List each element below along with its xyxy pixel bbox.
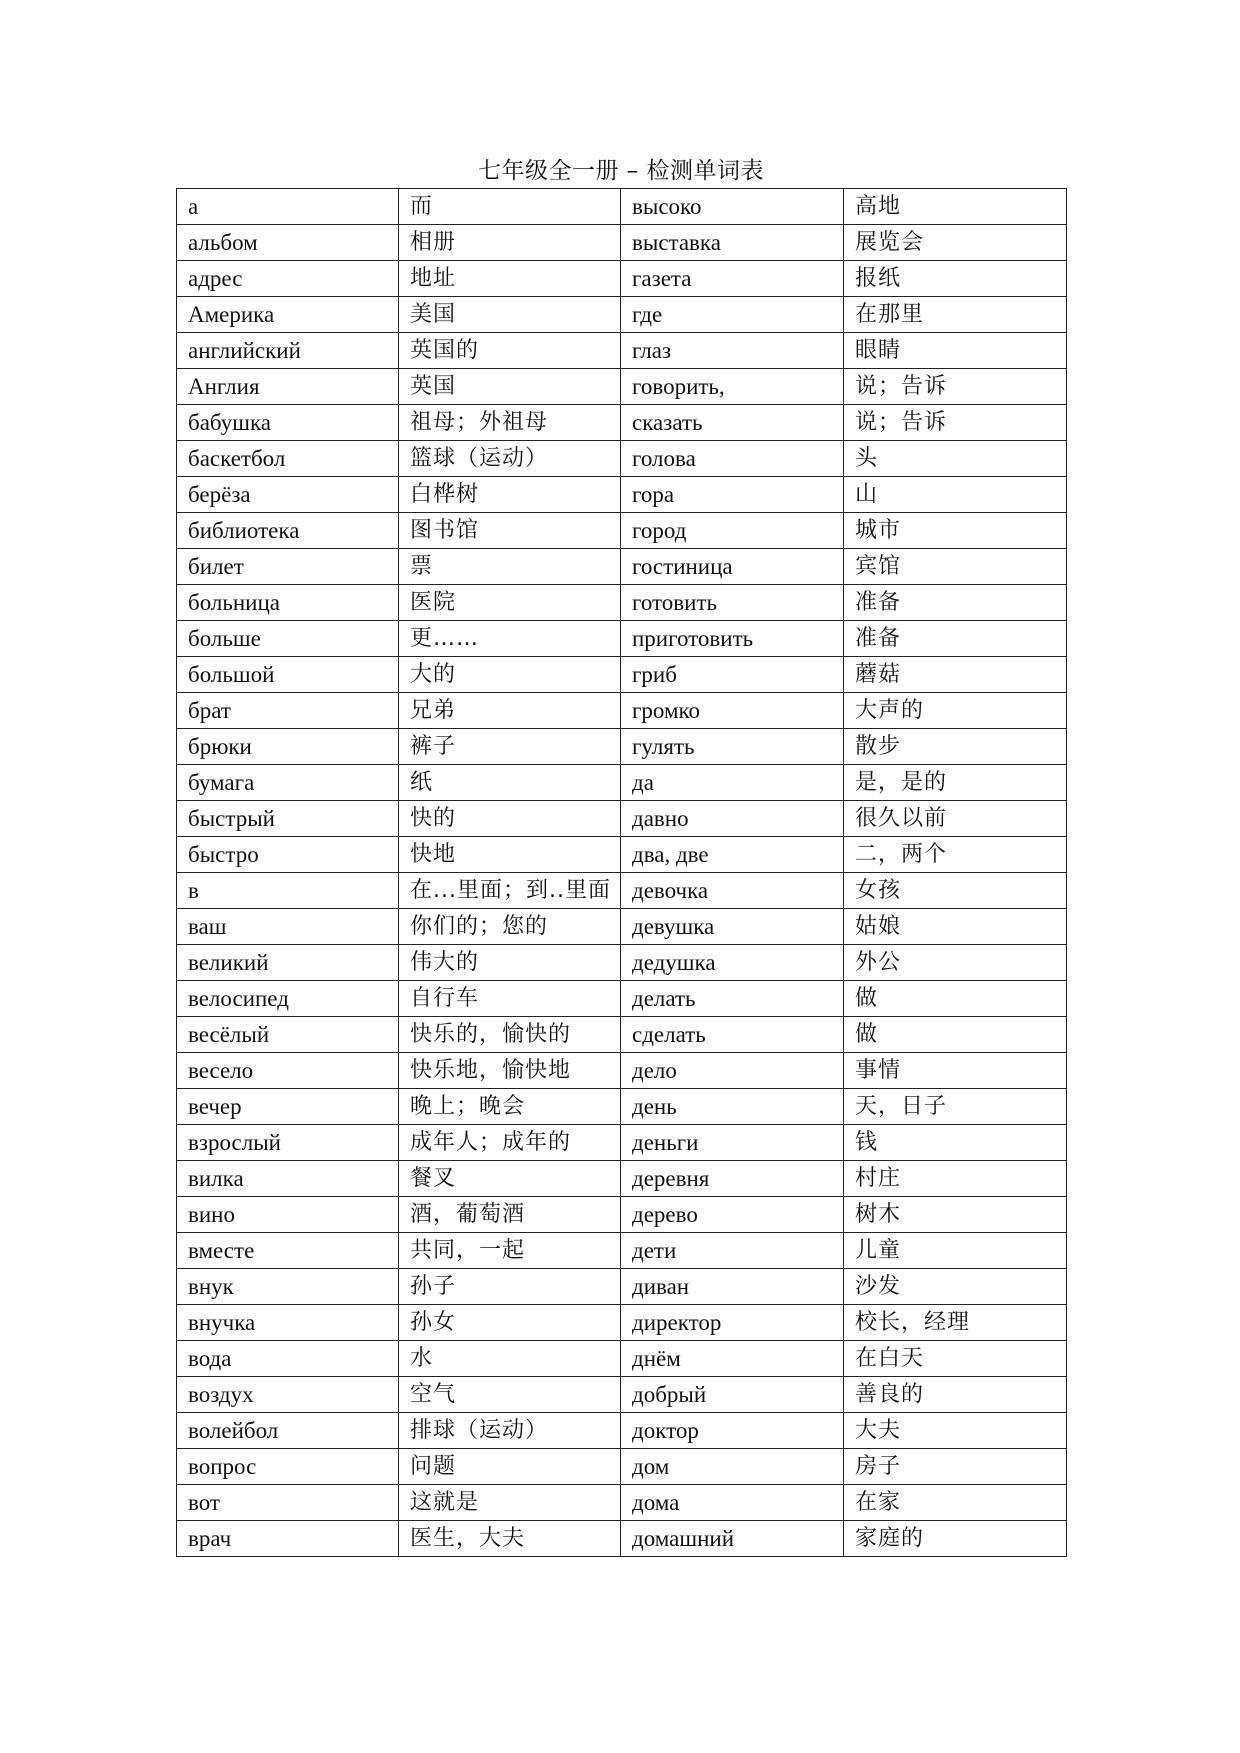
russian-word-cell: велосипед: [177, 981, 399, 1017]
chinese-meaning-cell: 在...里面；到..里面: [399, 873, 621, 909]
russian-word-cell: говорить,: [621, 369, 844, 405]
chinese-meaning-cell: 城市: [844, 513, 1067, 549]
chinese-meaning-cell: 散步: [844, 729, 1067, 765]
chinese-meaning-cell: 篮球（运动）: [399, 441, 621, 477]
russian-word-cell: брюки: [177, 729, 399, 765]
table-row: [177, 513, 1067, 549]
table-row: [177, 1197, 1067, 1233]
chinese-meaning-cell: 地址: [399, 261, 621, 297]
russian-word-cell: английский: [177, 333, 399, 369]
table-row: [177, 1485, 1067, 1521]
table-row: [177, 729, 1067, 765]
table-row: [177, 297, 1067, 333]
russian-word-cell: директор: [621, 1305, 844, 1341]
russian-word-cell: громко: [621, 693, 844, 729]
russian-word-cell: вода: [177, 1341, 399, 1377]
table-row: [177, 981, 1067, 1017]
russian-word-cell: гулять: [621, 729, 844, 765]
russian-word-cell: весёлый: [177, 1017, 399, 1053]
vocabulary-table: [176, 188, 1067, 1557]
russian-word-cell: город: [621, 513, 844, 549]
russian-word-cell: баскетбол: [177, 441, 399, 477]
chinese-meaning-cell: 更……: [399, 621, 621, 657]
chinese-meaning-cell: 孙子: [399, 1269, 621, 1305]
table-row: [177, 1053, 1067, 1089]
russian-word-cell: бумага: [177, 765, 399, 801]
chinese-meaning-cell: 空气: [399, 1377, 621, 1413]
chinese-meaning-cell: 大夫: [844, 1413, 1067, 1449]
russian-word-cell: высоко: [621, 189, 844, 225]
table-row: [177, 369, 1067, 405]
chinese-meaning-cell: 快地: [399, 837, 621, 873]
russian-word-cell: дом: [621, 1449, 844, 1485]
russian-word-cell: дети: [621, 1233, 844, 1269]
chinese-meaning-cell: 事情: [844, 1053, 1067, 1089]
table-row: [177, 837, 1067, 873]
russian-word-cell: брат: [177, 693, 399, 729]
chinese-meaning-cell: 相册: [399, 225, 621, 261]
chinese-meaning-cell: 医院: [399, 585, 621, 621]
russian-word-cell: голова: [621, 441, 844, 477]
russian-word-cell: взрослый: [177, 1125, 399, 1161]
chinese-meaning-cell: 准备: [844, 585, 1067, 621]
table-row: [177, 1413, 1067, 1449]
chinese-meaning-cell: 水: [399, 1341, 621, 1377]
chinese-meaning-cell: 孙女: [399, 1305, 621, 1341]
russian-word-cell: дерево: [621, 1197, 844, 1233]
russian-word-cell: вино: [177, 1197, 399, 1233]
russian-word-cell: деревня: [621, 1161, 844, 1197]
chinese-meaning-cell: 很久以前: [844, 801, 1067, 837]
chinese-meaning-cell: 高地: [844, 189, 1067, 225]
chinese-meaning-cell: 而: [399, 189, 621, 225]
table-row: [177, 1377, 1067, 1413]
page-title: 七年级全一册 – 检测单词表: [477, 158, 765, 184]
russian-word-cell: два, две: [621, 837, 844, 873]
table-row: [177, 1089, 1067, 1125]
table-row: [177, 333, 1067, 369]
russian-word-cell: альбом: [177, 225, 399, 261]
chinese-meaning-cell: 房子: [844, 1449, 1067, 1485]
table-row: [177, 765, 1067, 801]
russian-word-cell: газета: [621, 261, 844, 297]
russian-word-cell: диван: [621, 1269, 844, 1305]
russian-word-cell: билет: [177, 549, 399, 585]
russian-word-cell: девушка: [621, 909, 844, 945]
table-row: [177, 225, 1067, 261]
russian-word-cell: быстрый: [177, 801, 399, 837]
russian-word-cell: весело: [177, 1053, 399, 1089]
chinese-meaning-cell: 成年人；成年的: [399, 1125, 621, 1161]
chinese-meaning-cell: 自行车: [399, 981, 621, 1017]
table-row: [177, 189, 1067, 225]
chinese-meaning-cell: 做: [844, 981, 1067, 1017]
chinese-meaning-cell: 准备: [844, 621, 1067, 657]
table-row: [177, 441, 1067, 477]
russian-word-cell: дома: [621, 1485, 844, 1521]
chinese-meaning-cell: 报纸: [844, 261, 1067, 297]
chinese-meaning-cell: 快的: [399, 801, 621, 837]
chinese-meaning-cell: 树木: [844, 1197, 1067, 1233]
table-row: [177, 657, 1067, 693]
chinese-meaning-cell: 伟大的: [399, 945, 621, 981]
table-row: [177, 477, 1067, 513]
chinese-meaning-cell: 排球（运动）: [399, 1413, 621, 1449]
chinese-meaning-cell: 说；告诉: [844, 369, 1067, 405]
chinese-meaning-cell: 在那里: [844, 297, 1067, 333]
russian-word-cell: сделать: [621, 1017, 844, 1053]
chinese-meaning-cell: 共同，一起: [399, 1233, 621, 1269]
russian-word-cell: доктор: [621, 1413, 844, 1449]
russian-word-cell: день: [621, 1089, 844, 1125]
russian-word-cell: вот: [177, 1485, 399, 1521]
chinese-meaning-cell: 头: [844, 441, 1067, 477]
russian-word-cell: домашний: [621, 1521, 844, 1557]
chinese-meaning-cell: 展览会: [844, 225, 1067, 261]
russian-word-cell: большой: [177, 657, 399, 693]
russian-word-cell: делать: [621, 981, 844, 1017]
table-row: [177, 549, 1067, 585]
vocabulary-table-body: [177, 189, 1067, 1557]
table-row: [177, 405, 1067, 441]
chinese-meaning-cell: 是，是的: [844, 765, 1067, 801]
russian-word-cell: глаз: [621, 333, 844, 369]
russian-word-cell: в: [177, 873, 399, 909]
chinese-meaning-cell: 英国的: [399, 333, 621, 369]
chinese-meaning-cell: 二，两个: [844, 837, 1067, 873]
russian-word-cell: великий: [177, 945, 399, 981]
chinese-meaning-cell: 纸: [399, 765, 621, 801]
chinese-meaning-cell: 大的: [399, 657, 621, 693]
russian-word-cell: гостиница: [621, 549, 844, 585]
table-row: [177, 945, 1067, 981]
chinese-meaning-cell: 儿童: [844, 1233, 1067, 1269]
chinese-meaning-cell: 山: [844, 477, 1067, 513]
russian-word-cell: днём: [621, 1341, 844, 1377]
russian-word-cell: внучка: [177, 1305, 399, 1341]
table-row: [177, 1341, 1067, 1377]
table-row: [177, 1521, 1067, 1557]
russian-word-cell: Америка: [177, 297, 399, 333]
russian-word-cell: внук: [177, 1269, 399, 1305]
table-row: [177, 873, 1067, 909]
chinese-meaning-cell: 你们的；您的: [399, 909, 621, 945]
table-row: [177, 1269, 1067, 1305]
chinese-meaning-cell: 医生，大夫: [399, 1521, 621, 1557]
russian-word-cell: добрый: [621, 1377, 844, 1413]
table-row: [177, 801, 1067, 837]
chinese-meaning-cell: 女孩: [844, 873, 1067, 909]
table-row: [177, 621, 1067, 657]
chinese-meaning-cell: 这就是: [399, 1485, 621, 1521]
russian-word-cell: гриб: [621, 657, 844, 693]
chinese-meaning-cell: 票: [399, 549, 621, 585]
chinese-meaning-cell: 美国: [399, 297, 621, 333]
table-row: [177, 1125, 1067, 1161]
chinese-meaning-cell: 说；告诉: [844, 405, 1067, 441]
table-row: [177, 261, 1067, 297]
russian-word-cell: ваш: [177, 909, 399, 945]
russian-word-cell: дело: [621, 1053, 844, 1089]
russian-word-cell: вместе: [177, 1233, 399, 1269]
chinese-meaning-cell: 家庭的: [844, 1521, 1067, 1557]
table-row: [177, 1161, 1067, 1197]
chinese-meaning-cell: 在白天: [844, 1341, 1067, 1377]
russian-word-cell: готовить: [621, 585, 844, 621]
chinese-meaning-cell: 校长，经理: [844, 1305, 1067, 1341]
russian-word-cell: где: [621, 297, 844, 333]
russian-word-cell: гора: [621, 477, 844, 513]
chinese-meaning-cell: 裤子: [399, 729, 621, 765]
russian-word-cell: воздух: [177, 1377, 399, 1413]
chinese-meaning-cell: 在家: [844, 1485, 1067, 1521]
chinese-meaning-cell: 酒，葡萄酒: [399, 1197, 621, 1233]
chinese-meaning-cell: 姑娘: [844, 909, 1067, 945]
chinese-meaning-cell: 善良的: [844, 1377, 1067, 1413]
russian-word-cell: девочка: [621, 873, 844, 909]
russian-word-cell: выставка: [621, 225, 844, 261]
chinese-meaning-cell: 图书馆: [399, 513, 621, 549]
russian-word-cell: давно: [621, 801, 844, 837]
chinese-meaning-cell: 天，日子: [844, 1089, 1067, 1125]
chinese-meaning-cell: 快乐的，愉快的: [399, 1017, 621, 1053]
table-row: [177, 1449, 1067, 1485]
russian-word-cell: вопрос: [177, 1449, 399, 1485]
chinese-meaning-cell: 英国: [399, 369, 621, 405]
chinese-meaning-cell: 蘑菇: [844, 657, 1067, 693]
chinese-meaning-cell: 眼睛: [844, 333, 1067, 369]
russian-word-cell: быстро: [177, 837, 399, 873]
russian-word-cell: больница: [177, 585, 399, 621]
russian-word-cell: а: [177, 189, 399, 225]
russian-word-cell: Англия: [177, 369, 399, 405]
russian-word-cell: больше: [177, 621, 399, 657]
chinese-meaning-cell: 沙发: [844, 1269, 1067, 1305]
chinese-meaning-cell: 问题: [399, 1449, 621, 1485]
russian-word-cell: вечер: [177, 1089, 399, 1125]
chinese-meaning-cell: 钱: [844, 1125, 1067, 1161]
chinese-meaning-cell: 兄弟: [399, 693, 621, 729]
chinese-meaning-cell: 白桦树: [399, 477, 621, 513]
chinese-meaning-cell: 快乐地，愉快地: [399, 1053, 621, 1089]
russian-word-cell: берёза: [177, 477, 399, 513]
table-row: [177, 1233, 1067, 1269]
chinese-meaning-cell: 宾馆: [844, 549, 1067, 585]
russian-word-cell: приготовить: [621, 621, 844, 657]
table-row: [177, 1017, 1067, 1053]
table-row: [177, 1305, 1067, 1341]
russian-word-cell: врач: [177, 1521, 399, 1557]
chinese-meaning-cell: 村庄: [844, 1161, 1067, 1197]
chinese-meaning-cell: 餐叉: [399, 1161, 621, 1197]
chinese-meaning-cell: 做: [844, 1017, 1067, 1053]
russian-word-cell: дедушка: [621, 945, 844, 981]
russian-word-cell: библиотека: [177, 513, 399, 549]
russian-word-cell: адрес: [177, 261, 399, 297]
chinese-meaning-cell: 大声的: [844, 693, 1067, 729]
russian-word-cell: вилка: [177, 1161, 399, 1197]
russian-word-cell: да: [621, 765, 844, 801]
chinese-meaning-cell: 晚上；晚会: [399, 1089, 621, 1125]
chinese-meaning-cell: 外公: [844, 945, 1067, 981]
table-row: [177, 585, 1067, 621]
russian-word-cell: бабушка: [177, 405, 399, 441]
table-row: [177, 909, 1067, 945]
russian-word-cell: сказать: [621, 405, 844, 441]
russian-word-cell: волейбол: [177, 1413, 399, 1449]
chinese-meaning-cell: 祖母；外祖母: [399, 405, 621, 441]
russian-word-cell: деньги: [621, 1125, 844, 1161]
table-row: [177, 693, 1067, 729]
